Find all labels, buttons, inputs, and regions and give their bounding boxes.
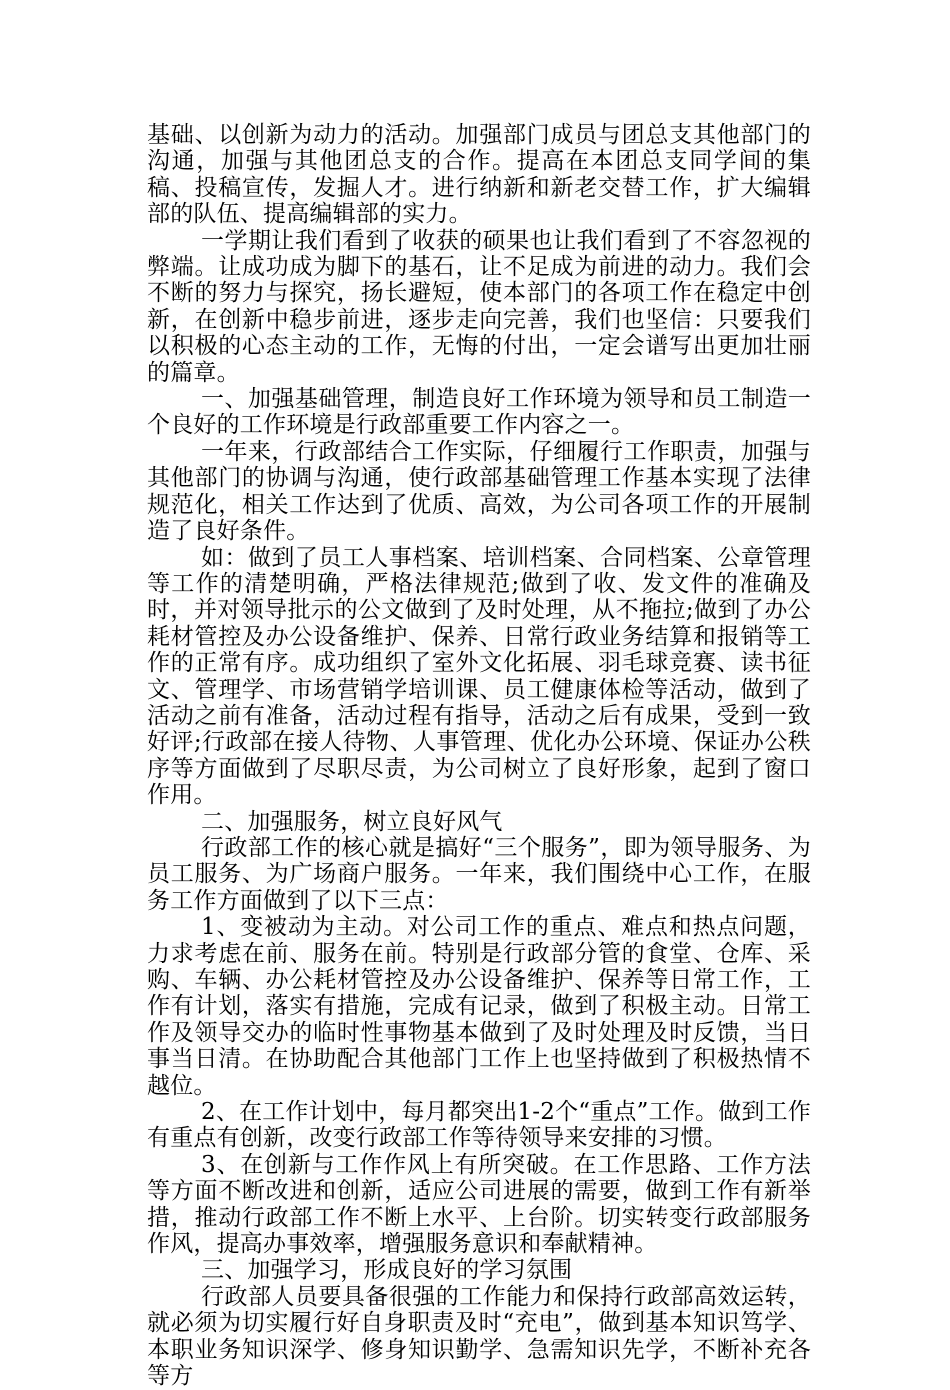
document-body (147, 122, 811, 1390)
section-heading-service: 二、加强服务，树立良好风气 (201, 808, 503, 835)
paragraph-continuation: 基础、以创新为动力的活动。加强部门成员与团总支其他部门的沟通，加强与其他团总支的合作。提高在本团总支同学间的集稿、投稿宣传，发掘人才。进行纳新和新老交替工作，扩大编辑部的队伍、提高编辑部的实力。 (147, 122, 811, 228)
paragraph-examples: 如：做到了员工人事档案、培训档案、合同档案、公章管理等工作的清楚明确，严格法律规范;做到了收、发文件的准确及时，并对领导批示的公文做到了及时处理，从不拖拉;做到了办公耗材管控及办公设备维护、保养、日常行政业务结算和报销等工作的正常有序。成功组织了室外文化拓展、羽毛球竞赛、读书征文、管理学、市场营销学培训课、员工健康体检等活动，做到了活动之前有准备，活动过程有指导，活动之后有成果，受到一致好评;行政部在接人待物、人事管理、优化办公环境、保证办公秩序等方面做到了尽职尽责，为公司树立了良好形象，起到了窗口作用。 (147, 544, 811, 809)
list-item-point-3: 3、在创新与工作作风上有所突破。在工作思路、工作方法等方面不断改进和创新，适应公司进展的需要，做到工作有新举措，推动行政部工作不断上水平、上台阶。切实转变行政部服务作风，提高办事效率，增强服务意识和奉献精神。 (147, 1151, 811, 1258)
paragraph-semester-summary: 一学期让我们看到了收获的硕果也让我们看到了不容忽视的弊端。让成功成为脚下的基石，让不足成为前进的动力。我们会不断的努力与探究，扬长避短，使本部门的各项工作在稳定中创新，在创新中稳步前进，逐步走向完善，我们也坚信：只要我们以积极的心态主动的工作，无悔的付出，一定会谱写出更加壮丽的篇章。 (147, 227, 811, 386)
paragraph-three-services: 行政部工作的核心就是搞好“三个服务”，即为领导服务、为员工服务、为广场商户服务。一年来，我们围绕中心工作，在服务工作方面做到了以下三点： (147, 834, 811, 914)
list-item-point-2: 2、在工作计划中，每月都突出1-2个“重点”工作。做到工作有重点有创新，改变行政部工作等待领导来安排的习惯。 (147, 1099, 811, 1152)
paragraph-learning: 行政部人员要具备很强的工作能力和保持行政部高效运转，就必须为切实履行好自身职责及时“充电”，做到基本知识笃学、本职业务知识深学、修身知识勤学、急需知识先学，不断补充各等方 (147, 1283, 811, 1390)
section-heading-basic-management: 一、加强基础管理，制造良好工作环境为领导和员工制造一个良好的工作环境是行政部重要工作内容之一。 (147, 386, 811, 439)
paragraph-year-review: 一年来，行政部结合工作实际，仔细履行工作职责，加强与其他部门的协调与沟通，使行政部基础管理工作基本实现了法律规范化，相关工作达到了优质、高效，为公司各项工作的开展制造了良好条件。 (147, 438, 811, 545)
list-item-point-1: 1、变被动为主动。对公司工作的重点、难点和热点问题，力求考虑在前、服务在前。特别是行政部分管的食堂、仓库、采购、车辆、办公耗材管控及办公设备维护、保养等日常工作，工作有计划，落实有措施，完成有记录，做到了积极主动。日常工作及领导交办的临时性事物基本做到了及时处理及时反馈，当日事当日清。在协助配合其他部门工作上也坚持做到了积极热情不越位。 (147, 914, 811, 1099)
section-heading-learning: 三、加强学习，形成良好的学习氛围 (201, 1257, 573, 1284)
